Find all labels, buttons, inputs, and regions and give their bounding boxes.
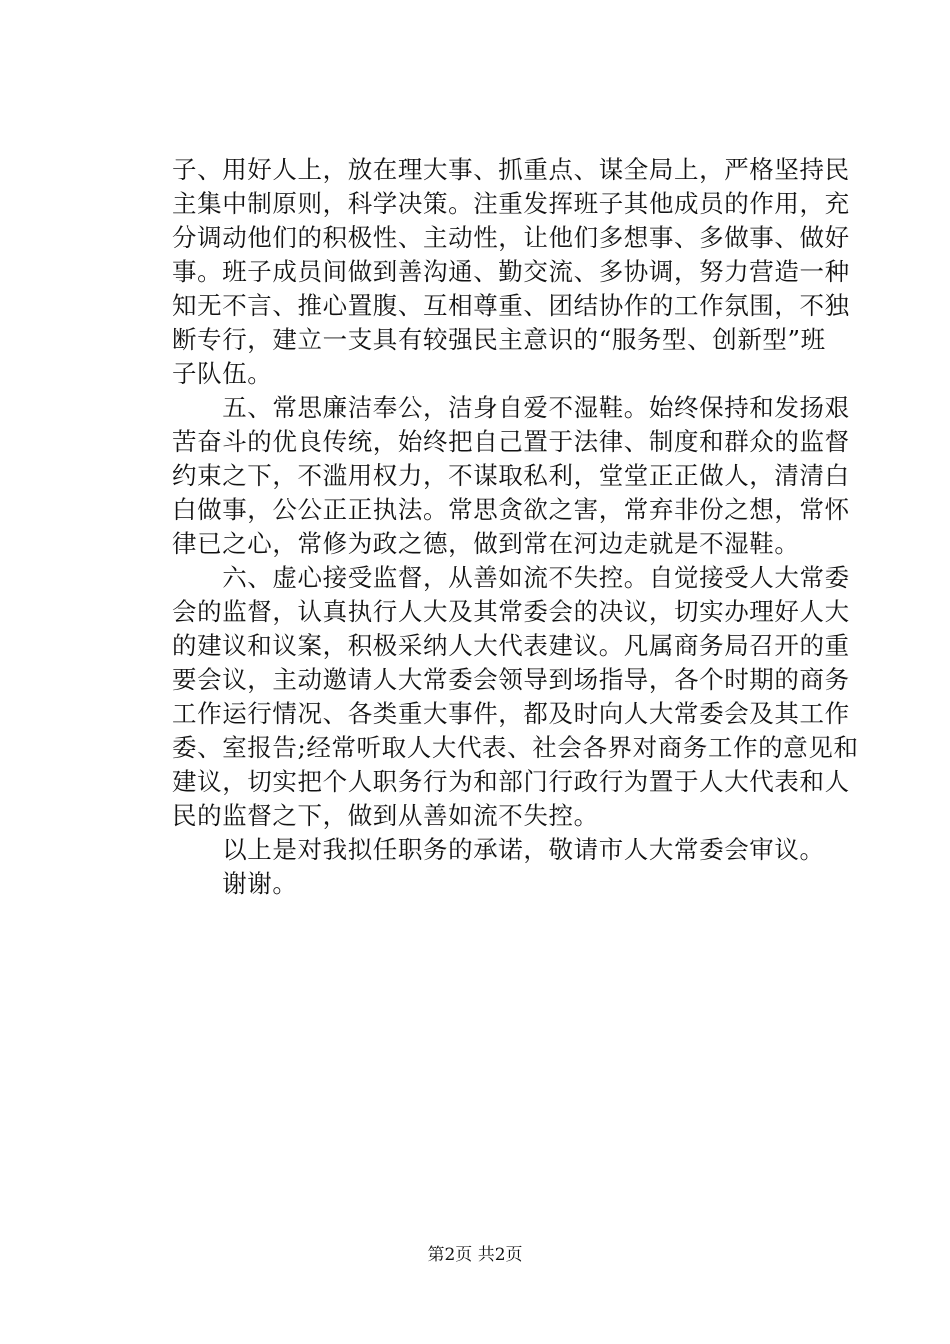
page-footer bbox=[0, 1243, 950, 1267]
text-line: 要会议，主动邀请人大常委会领导到场指导，各个时期的商务 bbox=[172, 665, 850, 694]
text-line: 子、用好人上，放在理大事、抓重点、谋全局上，严格坚持民 bbox=[172, 155, 850, 184]
text-line: 知无不言、推心置腹、互相尊重、团结协作的工作氛围，不独 bbox=[172, 291, 850, 320]
text-line: 白做事，公公正正执法。常思贪欲之害，常弃非份之想，常怀 bbox=[172, 495, 850, 524]
text-line: 事。班子成员间做到善沟通、勤交流、多协调，努力营造一种 bbox=[172, 257, 850, 286]
page-number-label: 第2页 共2页 bbox=[427, 1245, 523, 1265]
text-line: 苦奋斗的优良传统，始终把自己置于法律、制度和群众的监督 bbox=[172, 427, 850, 456]
text-line: 建议，切实把个人职务行为和部门行政行为置于人大代表和人 bbox=[172, 767, 850, 796]
text-line: 五、常思廉洁奉公，洁身自爱不湿鞋。始终保持和发扬艰 bbox=[172, 393, 850, 422]
text-line: 六、虚心接受监督，从善如流不失控。自觉接受人大常委 bbox=[172, 563, 850, 592]
text-line: 以上是对我拟任职务的承诺，敬请市人大常委会审议。 bbox=[172, 835, 825, 864]
text-line: 民的监督之下，做到从善如流不失控。 bbox=[172, 801, 599, 830]
text-line: 的建议和议案，积极采纳人大代表建议。凡属商务局召开的重 bbox=[172, 631, 850, 660]
text-line: 分调动他们的积极性、主动性，让他们多想事、多做事、做好 bbox=[172, 223, 850, 252]
text-line: 主集中制原则，科学决策。注重发挥班子其他成员的作用，充 bbox=[172, 189, 850, 218]
text-line: 委、室报告;经常听取人大代表、社会各界对商务工作的意见和 bbox=[172, 733, 859, 762]
text-line: 子队伍。 bbox=[172, 359, 273, 388]
text-line: 律已之心，常修为政之德，做到常在河边走就是不湿鞋。 bbox=[172, 529, 800, 558]
text-line: 断专行，建立一支具有较强民主意识的“服务型、创新型”班 bbox=[172, 325, 826, 354]
text-line: 工作运行情况、各类重大事件，都及时向人大常委会及其工作 bbox=[172, 699, 850, 728]
text-line: 会的监督，认真执行人大及其常委会的决议，切实办理好人大 bbox=[172, 597, 850, 626]
text-line: 谢谢。 bbox=[172, 869, 298, 898]
document-body bbox=[172, 153, 859, 901]
text-line: 约束之下，不滥用权力，不谋取私利，堂堂正正做人，清清白 bbox=[172, 461, 850, 490]
